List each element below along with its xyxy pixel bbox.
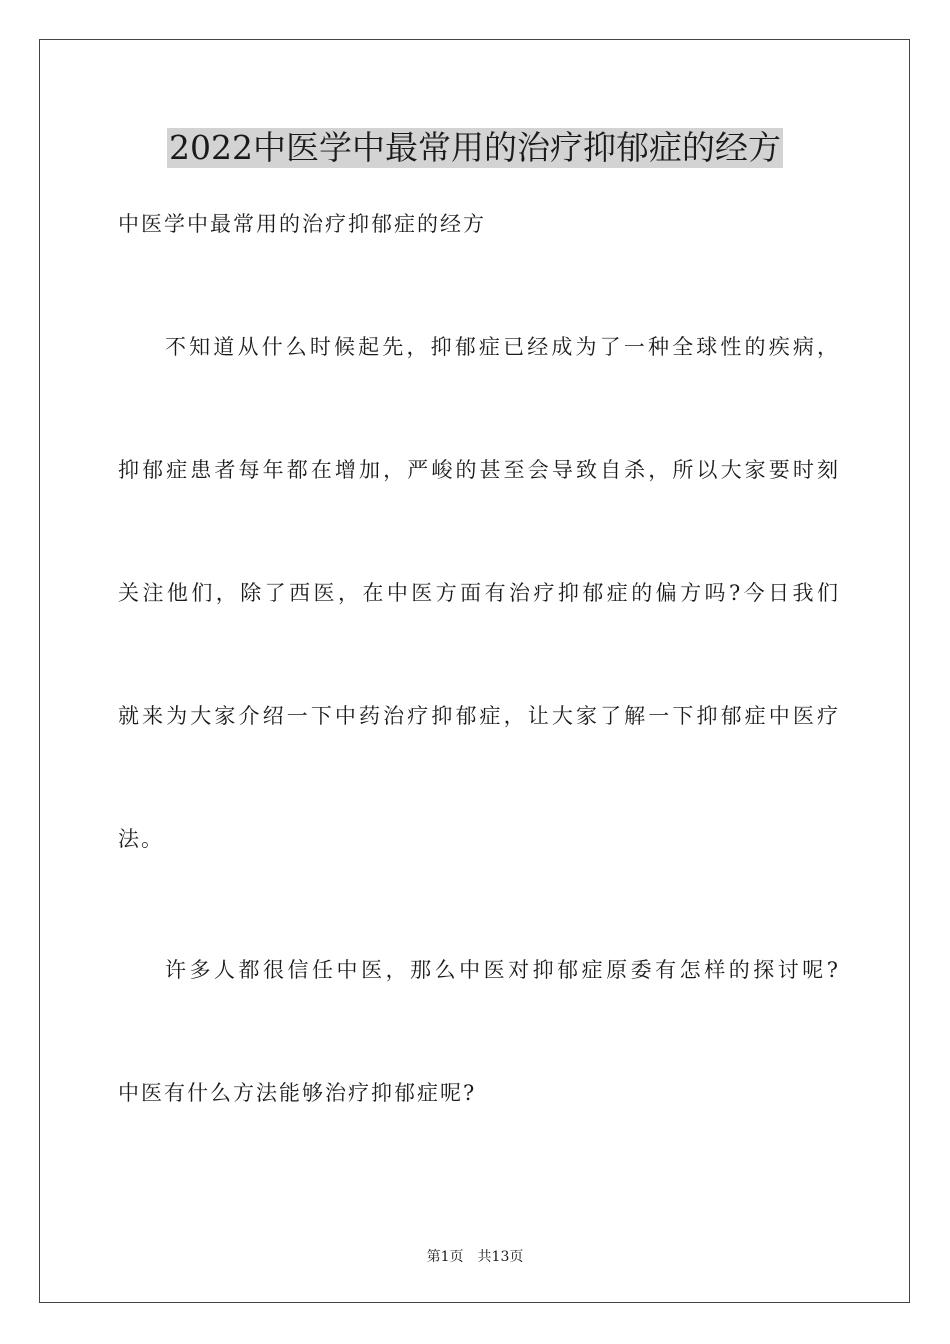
document-title-text: 2022中医学中最常用的治疗抑郁症的经方 [169, 128, 781, 167]
paragraph-1-line-2: 抑郁症患者每年都在增加，严峻的甚至会导致自杀，所以大家要时刻 [118, 458, 838, 482]
paragraph-1-line-3: 关注他们，除了西医，在中医方面有治疗抑郁症的偏方吗?今日我们 [118, 581, 838, 605]
document-title [0, 128, 950, 168]
paragraph-1-line-1: 不知道从什么时候起先，抑郁症已经成为了一种全球性的疾病， [165, 335, 838, 359]
page-number: 第1页 [426, 1249, 464, 1265]
paragraph-2-line-1: 许多人都很信任中医，那么中医对抑郁症原委有怎样的探讨呢? [165, 958, 838, 982]
paragraph-1-line-4: 就来为大家介绍一下中药治疗抑郁症，让大家了解一下抑郁症中医疗 [118, 704, 838, 728]
page-footer [0, 1247, 950, 1267]
paragraph-2-line-2: 中医有什么方法能够治疗抑郁症呢? [118, 1081, 477, 1105]
paragraph-1-line-5: 法。 [118, 827, 164, 851]
subtitle: 中医学中最常用的治疗抑郁症的经方 [118, 212, 486, 236]
page-total: 共13页 [477, 1249, 524, 1265]
